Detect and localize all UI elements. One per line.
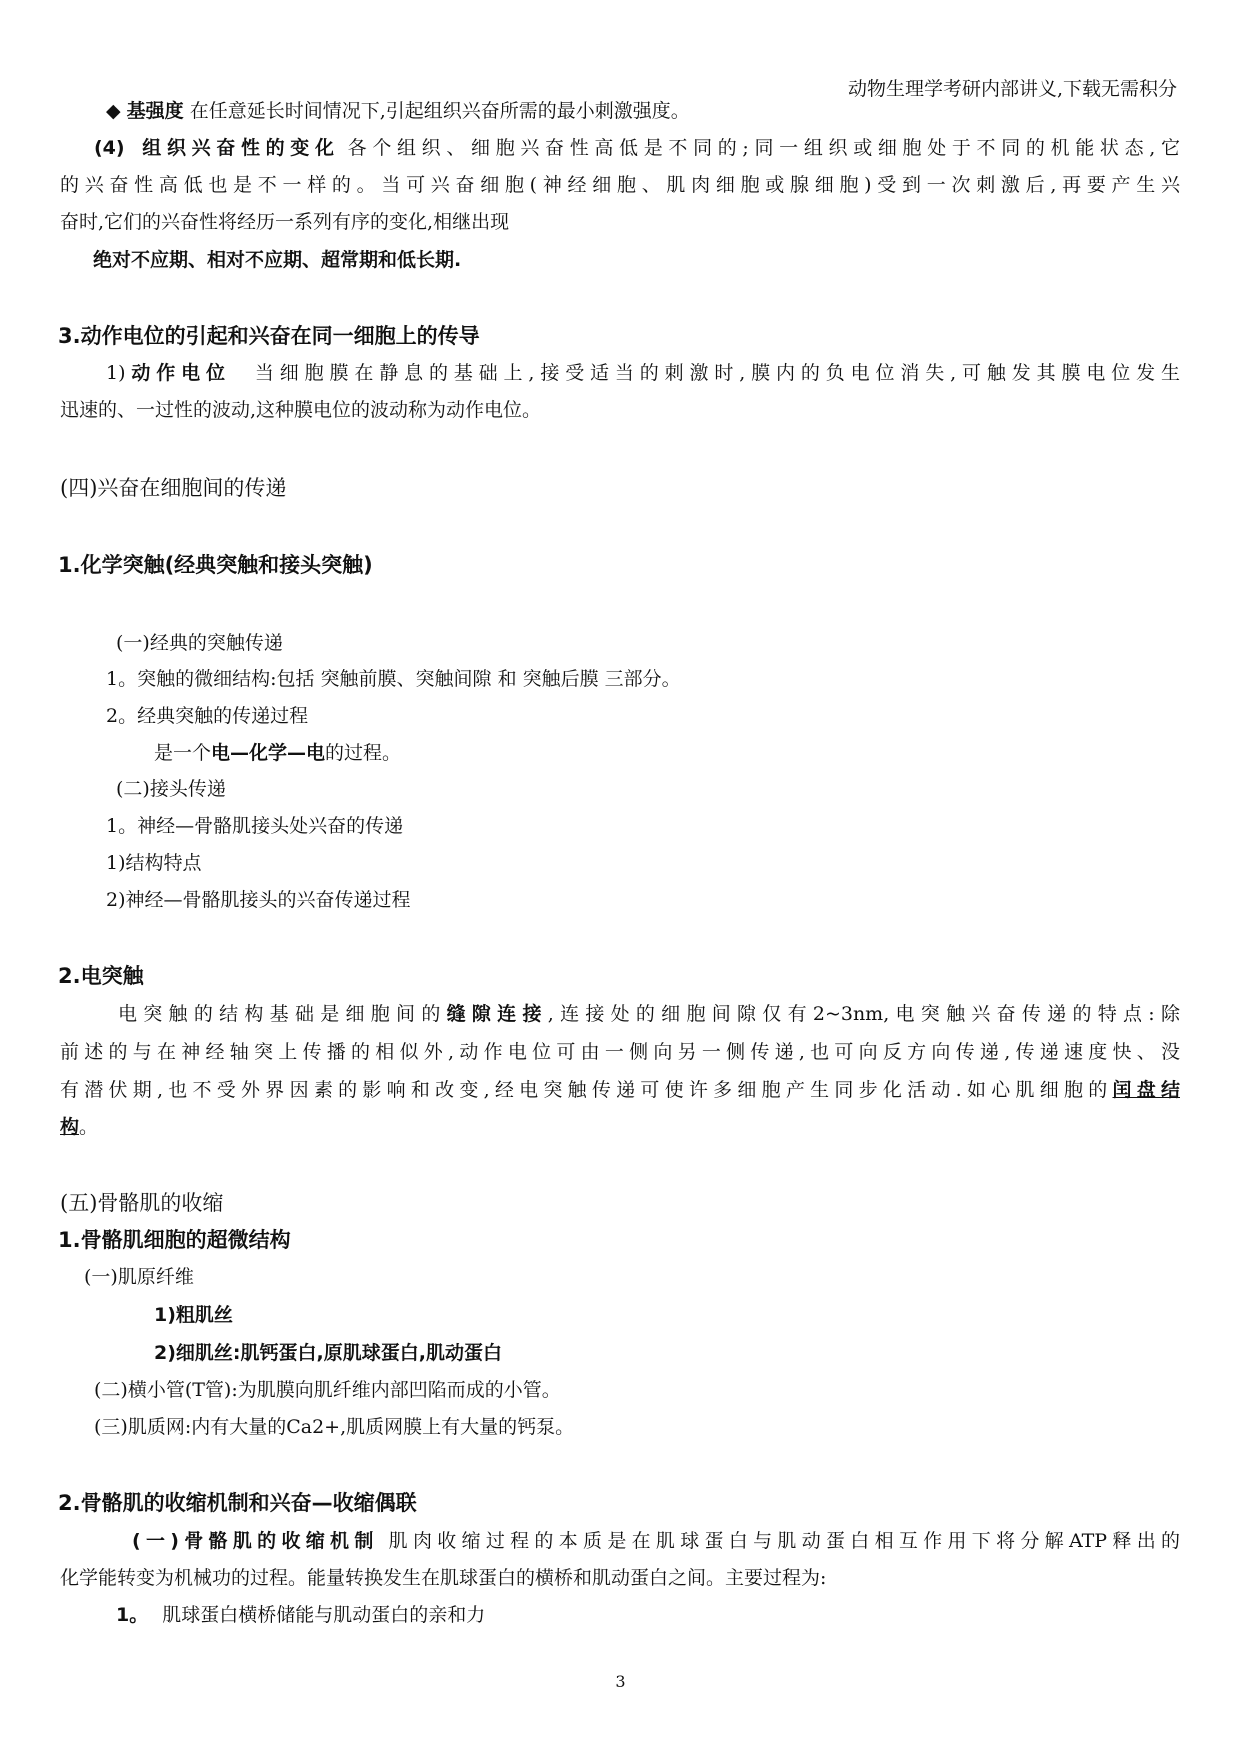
heading-electrical-synapse: 2.电突触 bbox=[58, 964, 144, 988]
diamond-bullet-icon: ◆ bbox=[106, 100, 121, 122]
item-synapse-transmission: 2。经典突触的传递过程 bbox=[106, 705, 309, 727]
es4-bold: 构 bbox=[60, 1116, 80, 1138]
es-post: ,连接处的细胞间隙仅有2~3nm,电突触兴奋传递的特点:除 bbox=[547, 1003, 1180, 1025]
heading-action-potential: 3.动作电位的引起和兴奋在同一细胞上的传导 bbox=[58, 324, 480, 348]
electrical-synapse-line4 bbox=[60, 1114, 98, 1140]
action-potential-line1 bbox=[60, 360, 1180, 386]
es3-bold: 闰盘结 bbox=[1112, 1079, 1180, 1101]
cb-num: 1。 bbox=[116, 1604, 149, 1626]
cb-text: 肌球蛋白横桥储能与肌动蛋白的亲和力 bbox=[162, 1604, 486, 1626]
item-crossbridge bbox=[116, 1602, 485, 1628]
heading-chemical-synapse: 1.化学突触(经典突触和接头突触) bbox=[58, 553, 373, 577]
cm-text1: 肌肉收缩过程的本质是在肌球蛋白与肌动蛋白相互作用下将分解ATP释出的 bbox=[388, 1530, 1180, 1552]
ec-pre: 是一个 bbox=[154, 742, 212, 764]
es4-post: 。 bbox=[79, 1116, 99, 1138]
cm-bold: (一)骨骼肌的收缩机制 bbox=[132, 1530, 379, 1552]
page-number: 3 bbox=[615, 1672, 626, 1691]
electrical-synapse-line1 bbox=[60, 1001, 1180, 1027]
es-bold: 缝隙连接 bbox=[446, 1003, 548, 1025]
sub-myofibril: (一)肌原纤维 bbox=[84, 1266, 194, 1288]
es3-pre: 有潜伏期,也不受外界因素的影响和改变,经电突触传递可使许多细胞产生同步化活动.如心肌细胞的 bbox=[60, 1079, 1113, 1101]
ec-post: 的过程。 bbox=[325, 742, 402, 764]
sub-classic-synapse: (一)经典的突触传递 bbox=[116, 632, 283, 654]
item-thick-filament: 1)粗肌丝 bbox=[154, 1304, 233, 1326]
heading-contraction-mechanism: 2.骨骼肌的收缩机制和兴奋—收缩偶联 bbox=[58, 1491, 417, 1515]
term-base-intensity: 基强度 bbox=[126, 100, 184, 122]
excitability-para-line2: 的兴奋性高低也是不一样的。当可兴奋细胞(神经细胞、肌肉细胞或腺细胞)受到一次刺激后,再要产生兴 bbox=[60, 174, 1180, 196]
item-electro-chemical bbox=[154, 740, 401, 766]
ec-bold: 电—化学—电 bbox=[211, 742, 326, 764]
sub-sarcoplasmic-reticulum: (三)肌质网:内有大量的Ca2+,肌质网膜上有大量的钙泵。 bbox=[94, 1416, 575, 1438]
refractory-periods: 绝对不应期、相对不应期、超常期和低长期. bbox=[93, 249, 462, 271]
def-base-intensity: 在任意延长时间情况下,引起组织兴奋所需的最小刺激强度。 bbox=[189, 100, 690, 122]
electrical-synapse-line3 bbox=[60, 1077, 1180, 1103]
item-thin-filament: 2)细肌丝:肌钙蛋白,原肌球蛋白,肌动蛋白 bbox=[154, 1342, 502, 1364]
item-synapse-structure: 1。突触的微细结构:包括 突触前膜、突触间隙 和 突触后膜 三部分。 bbox=[106, 668, 681, 690]
action-potential-line2: 迅速的、一过性的波动,这种膜电位的波动称为动作电位。 bbox=[60, 399, 542, 421]
bullet-line-base-intensity bbox=[106, 98, 690, 124]
sub-t-tubule: (二)横小管(T管):为肌膜向肌纤维内部凹陷而成的小管。 bbox=[94, 1379, 561, 1401]
item-nmj-process: 2)神经—骨骼肌接头的兴奋传递过程 bbox=[106, 889, 411, 911]
contraction-para-line1 bbox=[60, 1528, 1180, 1554]
ap-term: 动作电位 bbox=[125, 362, 231, 384]
excitability-num: (4) bbox=[94, 137, 125, 159]
ap-num: 1) bbox=[106, 362, 126, 384]
es-pre: 电突触的结构基础是细胞间的 bbox=[118, 1003, 447, 1025]
section-4-title: (四)兴奋在细胞间的传递 bbox=[60, 476, 287, 500]
ap-text1: 当细胞膜在静息的基础上,接受适当的刺激时,膜内的负电位消失,可触发其膜电位发生 bbox=[254, 362, 1180, 384]
excitability-title: 组织兴奋性的变化 bbox=[136, 137, 340, 159]
item-structure-features: 1)结构特点 bbox=[106, 852, 202, 874]
page-header: 动物生理学考研内部讲义,下载无需积分 bbox=[847, 78, 1177, 100]
section-5-title: (五)骨骼肌的收缩 bbox=[60, 1191, 224, 1215]
contraction-para-line2: 化学能转变为机械功的过程。能量转换发生在肌球蛋白的横桥和肌动蛋白之间。主要过程为: bbox=[60, 1567, 827, 1589]
electrical-synapse-line2: 前述的与在神经轴突上传播的相似外,动作电位可由一侧向另一侧传递,也可向反方向传递,传递速度快、没 bbox=[60, 1041, 1180, 1063]
heading-ultrastructure: 1.骨骼肌细胞的超微结构 bbox=[58, 1228, 291, 1252]
item-nmj: 1。神经—骨骼肌接头处兴奋的传递 bbox=[106, 815, 404, 837]
excitability-para-line1 bbox=[60, 135, 1180, 161]
excitability-para-line3: 奋时,它们的兴奋性将经历一系列有序的变化,相继出现 bbox=[60, 211, 510, 233]
sub-junction-transmission: (二)接头传递 bbox=[116, 778, 226, 800]
excitability-text1: 各个组织、细胞兴奋性高低是不同的;同一组织或细胞处于不同的机能状态,它 bbox=[347, 137, 1180, 159]
